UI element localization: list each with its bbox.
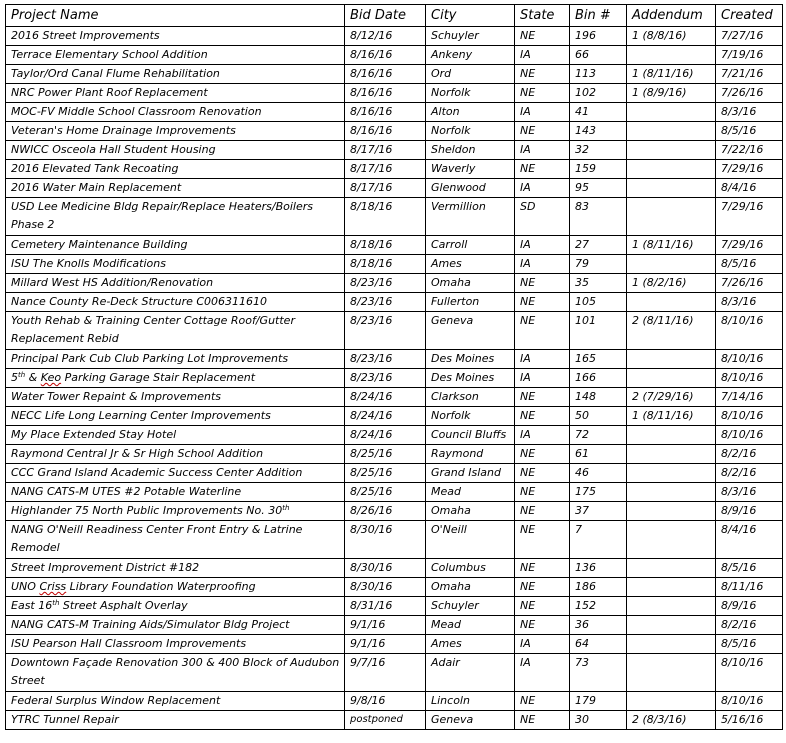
addendum-cell [627,369,716,388]
table-row [6,388,783,407]
project-name-cell: Taylor/Ord Canal Flume Rehabilitation [6,65,345,84]
bin-cell: 102 [570,84,627,103]
bid-date-cell: 9/8/16 [345,692,426,711]
city-cell: Grand Island [426,464,515,483]
created-date-cell: 8/10/16 [716,350,783,369]
bid-date-cell: 8/16/16 [345,122,426,141]
addendum-cell [627,426,716,445]
state-cell: IA [515,255,570,274]
state-cell: NE [515,274,570,293]
bid-date-cell: 9/1/16 [345,616,426,635]
state-cell: IA [515,236,570,255]
addendum-cell [627,179,716,198]
bin-cell: 179 [570,692,627,711]
bid-date-cell: 8/23/16 [345,312,426,350]
table-row [6,236,783,255]
created-date-cell: 7/29/16 [716,236,783,255]
project-name-cell: NECC Life Long Learning Center Improvements [6,407,345,426]
bid-date-cell: 8/24/16 [345,388,426,407]
table-row [6,350,783,369]
bin-cell: 159 [570,160,627,179]
bin-cell: 113 [570,65,627,84]
state-cell: NE [515,160,570,179]
bin-cell: 50 [570,407,627,426]
state-cell: NE [515,464,570,483]
bid-date-cell: 8/30/16 [345,578,426,597]
addendum-cell [627,521,716,559]
addendum-cell: 1 (8/11/16) [627,236,716,255]
created-date-cell: 8/5/16 [716,635,783,654]
city-cell: Ames [426,635,515,654]
state-cell: IA [515,350,570,369]
bin-cell: 35 [570,274,627,293]
column-header-city: City [426,5,515,27]
created-date-cell: 8/5/16 [716,122,783,141]
addendum-cell [627,616,716,635]
bid-date-cell: postponed [345,711,426,730]
city-cell: Schuyler [426,27,515,46]
column-header-bin: Bin # [570,5,627,27]
state-cell: SD [515,198,570,236]
city-cell: Des Moines [426,350,515,369]
state-cell: NE [515,65,570,84]
bin-cell: 72 [570,426,627,445]
table-row [6,160,783,179]
addendum-cell [627,597,716,616]
created-date-cell: 8/4/16 [716,179,783,198]
addendum-cell [627,46,716,65]
state-cell: IA [515,103,570,122]
state-cell: NE [515,559,570,578]
created-date-cell: 8/9/16 [716,502,783,521]
city-cell: Adair [426,654,515,692]
city-cell: Omaha [426,578,515,597]
bin-cell: 166 [570,369,627,388]
created-date-cell: 8/4/16 [716,521,783,559]
addendum-cell: 1 (8/2/16) [627,274,716,293]
city-cell: Omaha [426,274,515,293]
addendum-cell [627,445,716,464]
created-date-cell: 7/22/16 [716,141,783,160]
created-date-cell: 7/26/16 [716,274,783,293]
project-name-cell: NANG CATS-M UTES #2 Potable Waterline [6,483,345,502]
project-name-cell: Nance County Re-Deck Structure C006311610 [6,293,345,312]
bid-date-cell: 8/30/16 [345,521,426,559]
addendum-cell [627,255,716,274]
created-date-cell: 8/10/16 [716,407,783,426]
state-cell: IA [515,179,570,198]
city-cell: Sheldon [426,141,515,160]
table-row [6,274,783,293]
bid-date-cell: 8/26/16 [345,502,426,521]
bin-cell: 101 [570,312,627,350]
project-name-cell: Cemetery Maintenance Building [6,236,345,255]
project-name-cell: 2016 Street Improvements [6,27,345,46]
addendum-cell: 1 (8/11/16) [627,407,716,426]
city-cell: Mead [426,616,515,635]
created-date-cell: 8/2/16 [716,616,783,635]
bin-cell: 30 [570,711,627,730]
bid-date-cell: 8/17/16 [345,141,426,160]
city-cell: Council Bluffs [426,426,515,445]
state-cell: NE [515,597,570,616]
city-cell: Lincoln [426,692,515,711]
project-name-cell: ISU The Knolls Modifications [6,255,345,274]
project-name-cell: Youth Rehab & Training Center Cottage Roof/Gutter Replacement Rebid [6,312,345,350]
bid-date-cell: 9/7/16 [345,654,426,692]
addendum-cell [627,350,716,369]
project-name-cell: NWICC Osceola Hall Student Housing [6,141,345,160]
bin-cell: 37 [570,502,627,521]
bid-date-cell: 8/16/16 [345,84,426,103]
city-cell: Schuyler [426,597,515,616]
city-cell: Norfolk [426,122,515,141]
addendum-cell: 2 (8/11/16) [627,312,716,350]
table-row [6,464,783,483]
state-cell: IA [515,141,570,160]
bid-date-cell: 8/30/16 [345,559,426,578]
bid-date-cell: 8/16/16 [345,46,426,65]
created-date-cell: 7/14/16 [716,388,783,407]
addendum-cell [627,141,716,160]
state-cell: NE [515,616,570,635]
table-row [6,426,783,445]
state-cell: IA [515,635,570,654]
addendum-cell: 1 (8/9/16) [627,84,716,103]
addendum-cell: 1 (8/8/16) [627,27,716,46]
city-cell: Carroll [426,236,515,255]
table-row [6,46,783,65]
state-cell: NE [515,445,570,464]
table-row [6,312,783,350]
city-cell: Vermillion [426,198,515,236]
state-cell: IA [515,426,570,445]
state-cell: NE [515,692,570,711]
table-row [6,198,783,236]
created-date-cell: 8/10/16 [716,692,783,711]
bin-cell: 196 [570,27,627,46]
addendum-cell [627,198,716,236]
city-cell: Des Moines [426,369,515,388]
created-date-cell: 7/27/16 [716,27,783,46]
bin-cell: 186 [570,578,627,597]
addendum-cell [627,122,716,141]
bid-date-cell: 8/18/16 [345,255,426,274]
state-cell: NE [515,388,570,407]
addendum-cell [627,654,716,692]
project-name-cell: NANG O'Neill Readiness Center Front Entry & Latrine Remodel [6,521,345,559]
addendum-cell: 1 (8/11/16) [627,65,716,84]
bid-date-cell: 8/23/16 [345,369,426,388]
addendum-cell [627,160,716,179]
column-header-created: Created [716,5,783,27]
table-row [6,255,783,274]
created-date-cell: 8/11/16 [716,578,783,597]
table-row [6,103,783,122]
bid-date-cell: 9/1/16 [345,635,426,654]
bid-table [5,4,783,730]
project-name-cell: Downtown Façade Renovation 300 & 400 Block of Audubon Street [6,654,345,692]
state-cell: IA [515,46,570,65]
addendum-cell [627,293,716,312]
bid-date-cell: 8/25/16 [345,483,426,502]
addendum-cell [627,635,716,654]
created-date-cell: 8/3/16 [716,103,783,122]
table-row [6,502,783,521]
bin-cell: 148 [570,388,627,407]
table-row [6,521,783,559]
bid-date-cell: 8/24/16 [345,426,426,445]
column-header-project-name: Project Name [6,5,345,27]
addendum-cell [627,692,716,711]
state-cell: NE [515,483,570,502]
bin-cell: 27 [570,236,627,255]
project-name-cell: Terrace Elementary School Addition [6,46,345,65]
bin-cell: 152 [570,597,627,616]
project-name-cell: Principal Park Cub Club Parking Lot Improvements [6,350,345,369]
project-name-cell: Street Improvement District #182 [6,559,345,578]
project-name-cell: Water Tower Repaint & Improvements [6,388,345,407]
table-row [6,445,783,464]
created-date-cell: 7/19/16 [716,46,783,65]
created-date-cell: 8/10/16 [716,369,783,388]
column-header-bid-date: Bid Date [345,5,426,27]
state-cell: NE [515,407,570,426]
table-row [6,179,783,198]
bid-table-body [6,27,783,730]
state-cell: NE [515,521,570,559]
state-cell: NE [515,27,570,46]
project-name-cell: ISU Pearson Hall Classroom Improvements [6,635,345,654]
bin-cell: 165 [570,350,627,369]
created-date-cell: 8/5/16 [716,255,783,274]
state-cell: NE [515,502,570,521]
city-cell: Waverly [426,160,515,179]
table-row [6,141,783,160]
table-row [6,293,783,312]
bin-cell: 175 [570,483,627,502]
bin-cell: 136 [570,559,627,578]
bin-cell: 143 [570,122,627,141]
bid-date-cell: 8/16/16 [345,103,426,122]
table-row [6,369,783,388]
project-name-cell: NRC Power Plant Roof Replacement [6,84,345,103]
state-cell: IA [515,654,570,692]
table-row [6,711,783,730]
bin-cell: 41 [570,103,627,122]
table-row [6,616,783,635]
addendum-cell [627,464,716,483]
project-name-cell: YTRC Tunnel Repair [6,711,345,730]
bin-cell: 46 [570,464,627,483]
column-header-addendum: Addendum [627,5,716,27]
addendum-cell [627,103,716,122]
bid-date-cell: 8/25/16 [345,464,426,483]
created-date-cell: 8/5/16 [716,559,783,578]
created-date-cell: 7/29/16 [716,160,783,179]
bid-date-cell: 8/17/16 [345,160,426,179]
bin-cell: 61 [570,445,627,464]
bid-date-cell: 8/31/16 [345,597,426,616]
table-row [6,635,783,654]
project-name-cell: Federal Surplus Window Replacement [6,692,345,711]
table-row [6,597,783,616]
table-row [6,692,783,711]
state-cell: IA [515,369,570,388]
created-date-cell: 8/2/16 [716,445,783,464]
bid-date-cell: 8/18/16 [345,236,426,255]
project-name-cell: Highlander 75 North Public Improvements No. 30th [6,502,345,521]
city-cell: Columbus [426,559,515,578]
bid-date-cell: 8/24/16 [345,407,426,426]
city-cell: Ames [426,255,515,274]
state-cell: NE [515,293,570,312]
city-cell: Norfolk [426,407,515,426]
state-cell: NE [515,122,570,141]
addendum-cell [627,578,716,597]
city-cell: Mead [426,483,515,502]
created-date-cell: 8/3/16 [716,293,783,312]
city-cell: O'Neill [426,521,515,559]
bid-date-cell: 8/17/16 [345,179,426,198]
city-cell: Norfolk [426,84,515,103]
bid-date-cell: 8/23/16 [345,274,426,293]
city-cell: Alton [426,103,515,122]
bin-cell: 79 [570,255,627,274]
bin-cell: 83 [570,198,627,236]
bin-cell: 95 [570,179,627,198]
created-date-cell: 7/26/16 [716,84,783,103]
table-row [6,559,783,578]
project-name-cell: 5th & Keo Parking Garage Stair Replacement [6,369,345,388]
created-date-cell: 5/16/16 [716,711,783,730]
city-cell: Geneva [426,312,515,350]
bid-date-cell: 8/23/16 [345,350,426,369]
addendum-cell [627,502,716,521]
project-name-cell: CCC Grand Island Academic Success Center Addition [6,464,345,483]
table-row [6,578,783,597]
city-cell: Fullerton [426,293,515,312]
state-cell: NE [515,84,570,103]
created-date-cell: 8/10/16 [716,426,783,445]
bin-cell: 36 [570,616,627,635]
table-row [6,65,783,84]
city-cell: Ankeny [426,46,515,65]
addendum-cell [627,559,716,578]
project-name-cell: MOC-FV Middle School Classroom Renovation [6,103,345,122]
bin-cell: 32 [570,141,627,160]
created-date-cell: 7/29/16 [716,198,783,236]
created-date-cell: 7/21/16 [716,65,783,84]
bid-date-cell: 8/25/16 [345,445,426,464]
addendum-cell: 2 (7/29/16) [627,388,716,407]
created-date-cell: 8/10/16 [716,654,783,692]
column-header-state: State [515,5,570,27]
bid-date-cell: 8/12/16 [345,27,426,46]
addendum-cell [627,483,716,502]
addendum-cell: 2 (8/3/16) [627,711,716,730]
bin-cell: 7 [570,521,627,559]
table-row [6,122,783,141]
project-name-cell: NANG CATS-M Training Aids/Simulator Bldg Project [6,616,345,635]
city-cell: Raymond [426,445,515,464]
created-date-cell: 8/3/16 [716,483,783,502]
city-cell: Clarkson [426,388,515,407]
project-name-cell: Raymond Central Jr & Sr High School Addition [6,445,345,464]
table-row [6,27,783,46]
bin-cell: 66 [570,46,627,65]
project-name-cell: My Place Extended Stay Hotel [6,426,345,445]
state-cell: NE [515,312,570,350]
project-name-cell: USD Lee Medicine Bldg Repair/Replace Heaters/Boilers Phase 2 [6,198,345,236]
project-name-cell: East 16th Street Asphalt Overlay [6,597,345,616]
city-cell: Geneva [426,711,515,730]
created-date-cell: 8/9/16 [716,597,783,616]
bid-list-document [5,4,783,730]
project-name-cell: UNO Criss Library Foundation Waterproofing [6,578,345,597]
city-cell: Omaha [426,502,515,521]
city-cell: Ord [426,65,515,84]
project-name-cell: 2016 Elevated Tank Recoating [6,160,345,179]
state-cell: NE [515,578,570,597]
city-cell: Glenwood [426,179,515,198]
bin-cell: 105 [570,293,627,312]
project-name-cell: 2016 Water Main Replacement [6,179,345,198]
project-name-cell: Millard West HS Addition/Renovation [6,274,345,293]
bid-date-cell: 8/16/16 [345,65,426,84]
state-cell: NE [515,711,570,730]
bin-cell: 64 [570,635,627,654]
bid-date-cell: 8/23/16 [345,293,426,312]
bin-cell: 73 [570,654,627,692]
created-date-cell: 8/2/16 [716,464,783,483]
bid-date-cell: 8/18/16 [345,198,426,236]
table-row [6,407,783,426]
created-date-cell: 8/10/16 [716,312,783,350]
table-row [6,84,783,103]
table-row [6,483,783,502]
project-name-cell: Veteran's Home Drainage Improvements [6,122,345,141]
header-row [6,5,783,27]
table-row [6,654,783,692]
